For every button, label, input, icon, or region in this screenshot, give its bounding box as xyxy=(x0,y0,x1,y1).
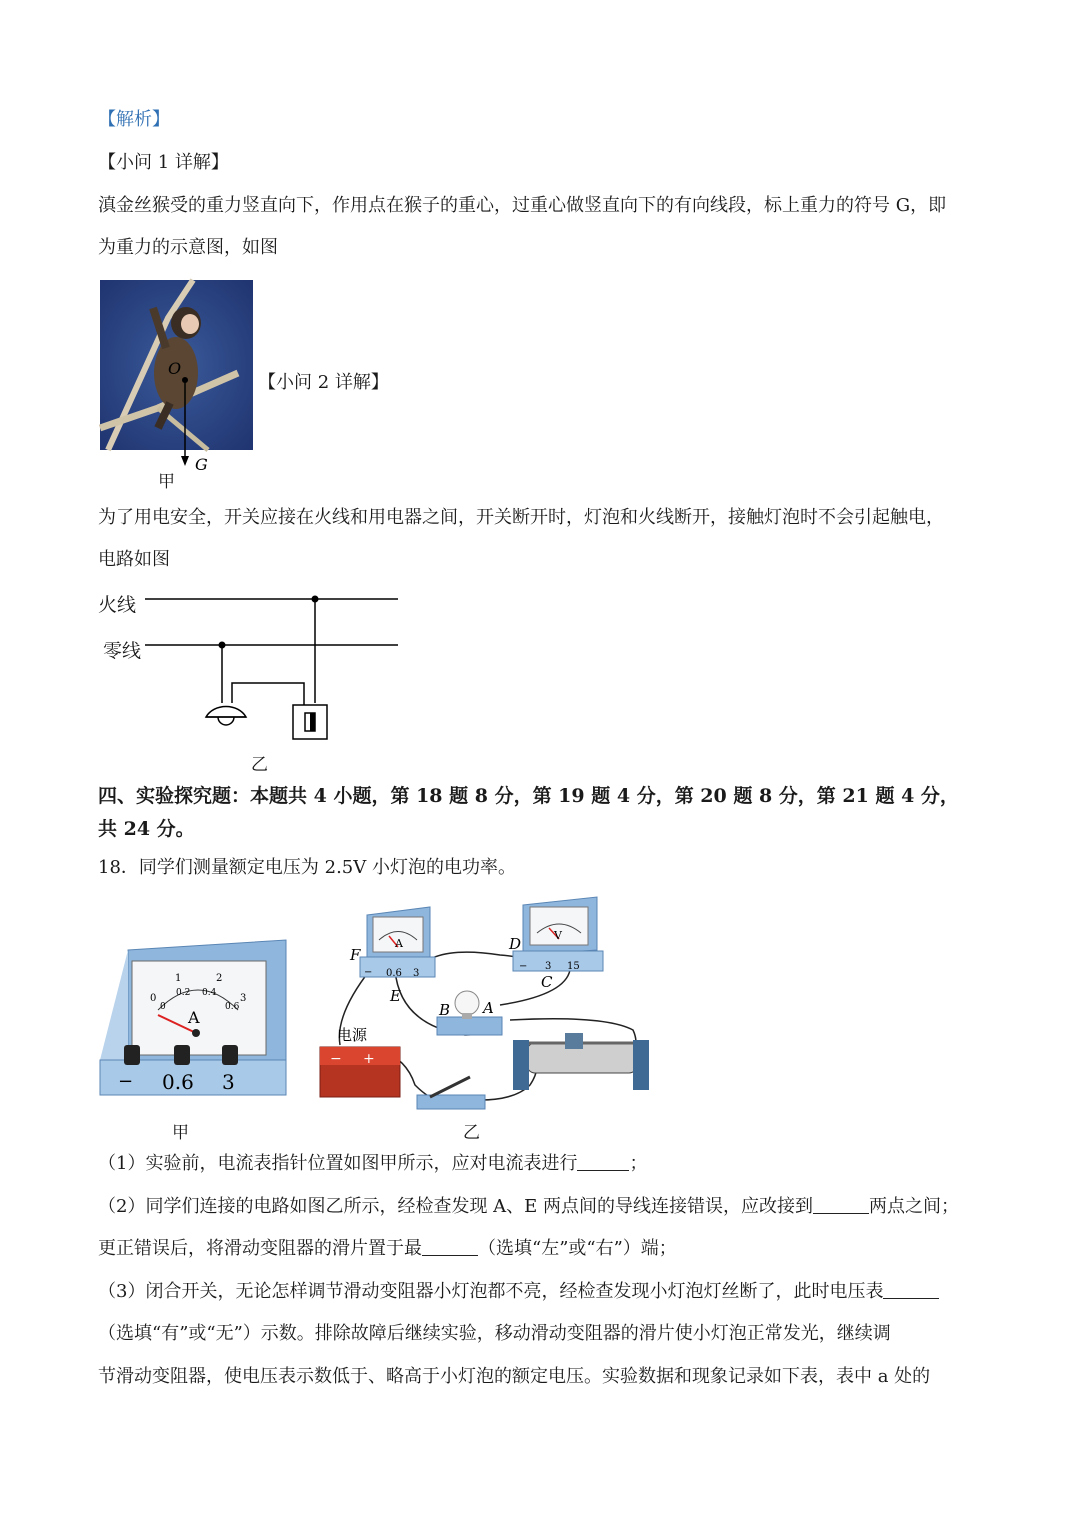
bulb-base xyxy=(437,1017,502,1035)
svg-text:0.4: 0.4 xyxy=(202,988,217,998)
small-voltmeter-15: 15 xyxy=(567,961,580,972)
q18-part3-text-1: （3）闭合开关，无论怎样调节滑动变阻器小灯泡都不亮，经检查发现小灯泡灯丝断了，此时电压表 xyxy=(98,1281,884,1302)
section-4-heading-line-2: 共 24 分。 xyxy=(98,818,195,840)
ammeter-figure-jia xyxy=(98,935,290,1100)
circuit-figure-yi xyxy=(315,895,650,1115)
battery-plus: + xyxy=(363,1051,375,1067)
point-o-label: O xyxy=(168,359,182,378)
q18-part1 xyxy=(98,1151,647,1177)
bulb-icon xyxy=(455,991,479,1015)
figure-jia-caption-2: 甲 xyxy=(172,1123,189,1143)
small-ammeter-neg: − xyxy=(364,967,373,978)
answer-blank-1[interactable] xyxy=(577,1152,629,1171)
svg-text:0: 0 xyxy=(150,993,157,1004)
neutral-wire-label: 零线 xyxy=(103,640,142,662)
q18-part2-text-a: （2）同学们连接的电路如图乙所示，经检查发现 A、E 两点间的导线连接错误，应改接到 xyxy=(98,1196,814,1217)
point-c-label: C xyxy=(541,973,553,991)
q2-text-line-1: 为了用电安全，开关应接在火线和用电器之间，开关断开时，灯泡和火线断开，接触灯泡时不会引起触电， xyxy=(98,507,944,528)
q1-text-line-2: 为重力的示意图，如图 xyxy=(98,237,278,258)
figure-jia-caption-1: 甲 xyxy=(158,472,175,492)
section-4-heading-line-1: 四、实验探究题：本题共 4 小题，第 18 题 8 分，第 19 题 4 分，第 20 题 8 分，第 21 题 4 分， xyxy=(98,785,959,807)
small-ammeter-unit: A xyxy=(395,937,403,950)
q18-part3-line2: （选填“有”或“无”）示数。排除故障后继续实验，移动滑动变阻器的滑片使小灯泡正常发光，继续调 xyxy=(98,1323,891,1344)
point-a-label: A xyxy=(483,999,494,1017)
q18-part1-text: （1）实验前，电流表指针位置如图甲所示，应对电流表进行 xyxy=(98,1153,578,1174)
monkey-gravity-figure xyxy=(98,278,258,493)
answer-blank-2[interactable] xyxy=(813,1195,869,1214)
point-f-label: F xyxy=(350,946,361,964)
q18-part2-line2-b: （选填“左”或“右”）端； xyxy=(478,1238,677,1259)
figure-yi-caption-2: 乙 xyxy=(463,1123,480,1143)
terminal-3-label: 3 xyxy=(222,1070,235,1094)
q18-part2-text-b: 两点之间； xyxy=(869,1196,960,1217)
lamp-icon xyxy=(206,706,246,717)
point-b-label: B xyxy=(439,1001,451,1019)
answer-blank-4[interactable] xyxy=(883,1280,939,1299)
q18-part1-end: ； xyxy=(629,1153,648,1174)
small-ammeter-3: 3 xyxy=(413,968,420,979)
point-d-label: D xyxy=(509,935,522,953)
q18-part3-line3: 节滑动变阻器，使电压表示数低于、略高于小灯泡的额定电压。实验数据和现象记录如下表，表中 a 处的 xyxy=(98,1366,931,1387)
small-voltmeter-neg: − xyxy=(519,961,528,972)
q2-detail-label: 【小问 2 详解】 xyxy=(258,372,389,393)
answer-blank-3[interactable] xyxy=(422,1237,478,1256)
point-e-label: E xyxy=(390,987,401,1005)
q1-detail-label: 【小问 1 详解】 xyxy=(98,152,229,173)
live-wire-label: 火线 xyxy=(98,594,137,616)
small-voltmeter-3: 3 xyxy=(545,961,552,972)
svg-text:3: 3 xyxy=(240,993,247,1004)
battery-minus: − xyxy=(330,1051,342,1067)
q1-text-line-1: 滇金丝猴受的重力竖直向下，作用点在猴子的重心，过重心做竖直向下的有向线段，标上重力的符号 G，即 xyxy=(98,195,947,216)
svg-text:1: 1 xyxy=(175,973,182,984)
q18-part3-line1 xyxy=(98,1279,939,1305)
q18-part2-line1 xyxy=(98,1194,959,1220)
figure-yi-caption-1: 乙 xyxy=(251,755,268,775)
svg-text:0.6: 0.6 xyxy=(225,1002,240,1012)
svg-text:0.2: 0.2 xyxy=(176,988,191,998)
knife-switch-icon xyxy=(417,1095,485,1109)
svg-text:0: 0 xyxy=(160,1002,166,1012)
q18-stem: 18．同学们测量额定电压为 2.5V 小灯泡的电功率。 xyxy=(98,857,516,878)
analysis-label: 【解析】 xyxy=(98,109,170,130)
small-ammeter-06: 0.6 xyxy=(386,968,402,979)
power-source-label: 电源 xyxy=(337,1026,368,1044)
q18-part2-line2-a: 更正错误后，将滑动变阻器的滑片置于最 xyxy=(98,1238,422,1259)
household-circuit-figure xyxy=(140,585,410,750)
terminal-neg-label: − xyxy=(118,1071,134,1092)
small-voltmeter-unit: V xyxy=(554,929,562,942)
gravity-g-label: G xyxy=(195,455,208,474)
q2-text-line-2: 电路如图 xyxy=(98,549,170,570)
svg-text:2: 2 xyxy=(216,973,223,984)
q18-part2-line2 xyxy=(98,1236,677,1262)
ammeter-unit-label: A xyxy=(188,1008,200,1027)
terminal-06-label: 0.6 xyxy=(162,1070,194,1094)
